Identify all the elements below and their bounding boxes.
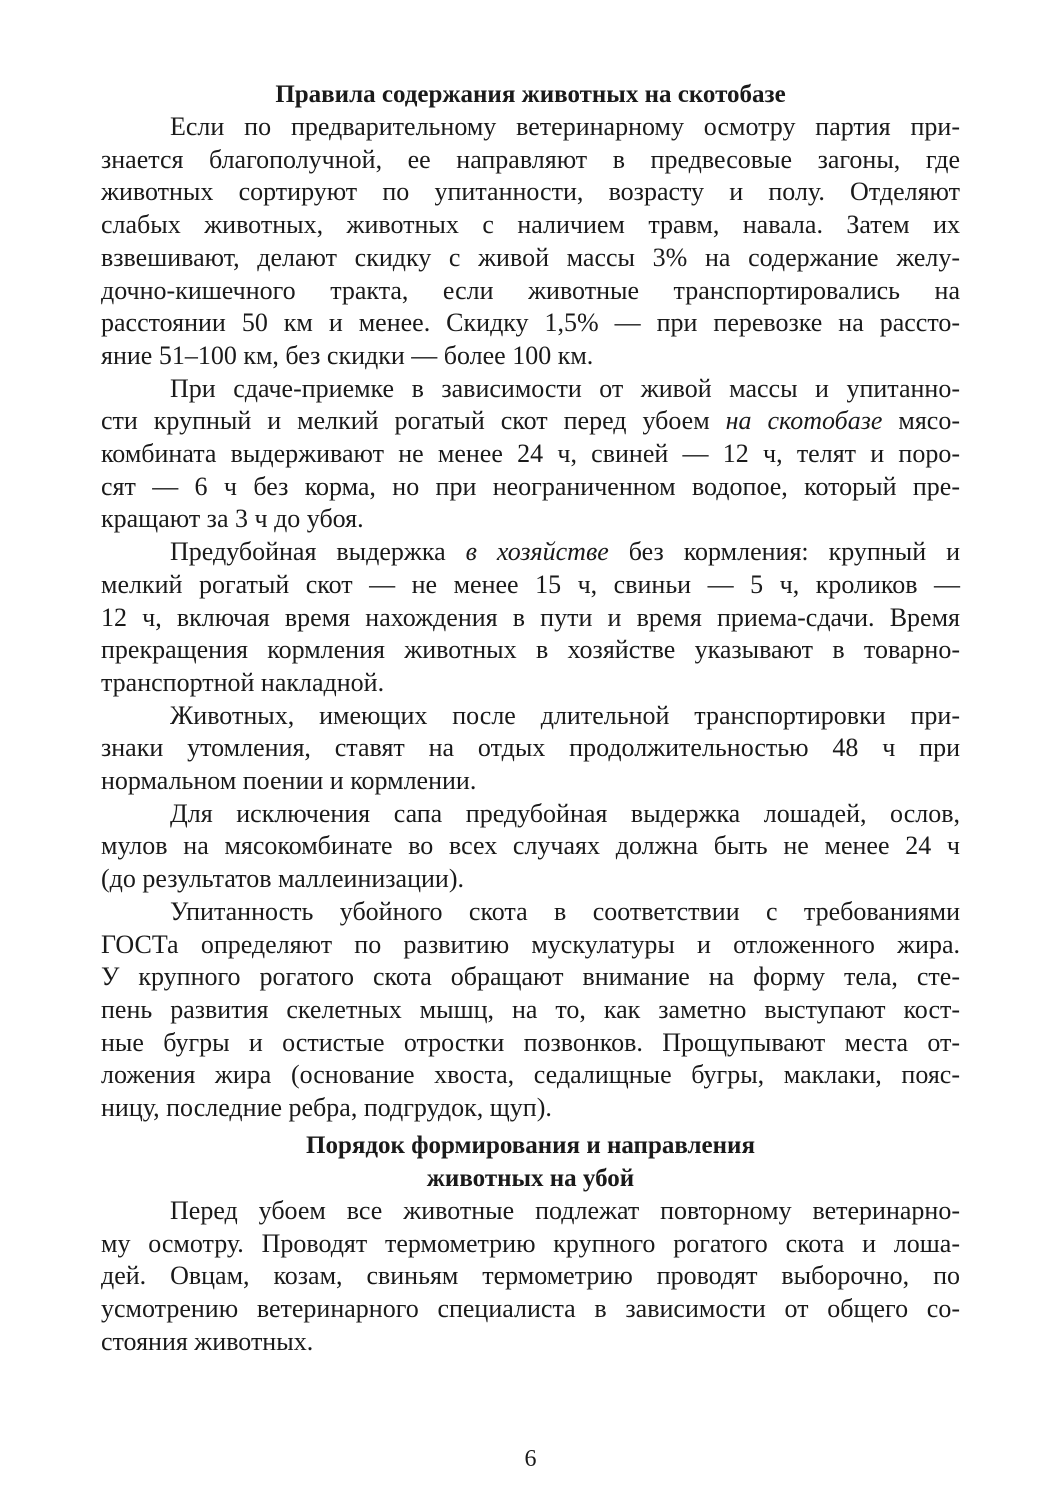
text-segment: мясо- (898, 406, 960, 436)
text-line: Упитанность убойного скота в соответствии с требованиями (170, 896, 960, 926)
text-line: При сдаче-приемке в зависимости от живой массы и упитанно- (170, 373, 960, 403)
text-line: усмотрению ветеринарного специалиста в зависимости от общего со- (101, 1293, 960, 1323)
paragraph-7 (101, 1195, 960, 1359)
paragraph-4 (101, 700, 960, 798)
text-line (101, 405, 960, 438)
text-line: животных сортируют по упитанности, возрасту и полу. Отделяют (101, 177, 960, 207)
text-line: ложения жира (основание хвоста, седалищные бугры, маклаки, пояс- (101, 1060, 960, 1090)
text-line: знается благополучной, ее направляют в предвесовые загоны, где (101, 144, 960, 174)
text-line: транспортной накладной. (101, 667, 385, 697)
text-line: Животных, имеющих после длительной транспортировки при- (170, 700, 960, 730)
text-line (101, 536, 960, 569)
text-line: ГОСТа определяют по развитию мускулатуры и отложенного жира. (101, 929, 960, 959)
page-number: 6 (524, 1446, 537, 1472)
paragraph-6 (101, 896, 960, 1125)
section-heading-livestock-rules: Правила содержания животных на скотобазе (275, 81, 786, 108)
text-line: (до результатов маллеинизации). (101, 864, 464, 894)
emphasis-text: в хозяйстве (465, 537, 609, 567)
text-line: Если по предварительному ветеринарному осмотру партия при- (170, 112, 960, 141)
text-line: знаки утомления, ставят на отдых продолжительностью 48 ч при (101, 733, 960, 763)
heading-line: животных на убой (426, 1164, 635, 1192)
text-line: пень развития скелетных мышц, на то, как заметно выступают кост- (101, 994, 960, 1024)
text-line: дочно-кишечного тракта, если животные транспортировались на (101, 275, 960, 305)
text-line: слабых животных, животных с наличием травм, навала. Затем их (101, 210, 960, 240)
paragraph-3 (101, 536, 960, 700)
text-line: 12 ч, включая время нахождения в пути и время приема-сдачи. Время (101, 602, 960, 632)
paragraph-5 (101, 798, 960, 896)
text-line: мелкий рогатый скот — не менее 15 ч, свиньи — 5 ч, кроликов — (101, 569, 960, 599)
text-line: яние 51–100 км, без скидки — более 100 км. (101, 340, 594, 370)
text-line: Для исключения сапа предубойная выдержка лошадей, ослов, (170, 798, 960, 828)
heading-line: Порядок формирования и направления (306, 1131, 755, 1159)
text-segment: Предубойная выдержка (170, 537, 446, 567)
text-line: кращают за 3 ч до убоя. (101, 504, 364, 534)
text-line: нормальном поении и кормлении. (101, 766, 477, 796)
text-line: прекращения кормления животных в хозяйстве указывают в товарно- (101, 635, 960, 665)
paragraph-2 (101, 373, 960, 537)
paragraph-1 (101, 111, 960, 373)
emphasis-text: на скотобазе (725, 406, 883, 436)
text-segment: сти крупный и мелкий рогатый скот перед убоем (101, 406, 710, 436)
text-line: му осмотру. Проводят термометрию крупного рогатого скота и лоша- (101, 1228, 960, 1258)
text-line: дей. Овцам, козам, свиньям термометрию проводят выборочно, по (101, 1261, 960, 1291)
text-line: У крупного рогатого скота обращают внимание на форму тела, сте- (101, 962, 960, 992)
text-line: ницу, последние ребра, подгрудок, щуп). (101, 1093, 552, 1123)
text-line: взвешивают, делают скидку с живой массы 3% на содержание желу- (101, 242, 960, 272)
page-content (101, 78, 960, 1358)
text-line: стояния животных. (101, 1326, 314, 1356)
section-heading-slaughter-order (101, 1129, 960, 1195)
text-line: расстоянии 50 км и менее. Скидку 1,5% — при перевозке на рассто- (101, 308, 960, 338)
text-line: мулов на мясокомбинате во всех случаях должна быть не менее 24 ч (101, 831, 960, 861)
text-line: Перед убоем все животные подлежат повторному ветеринарно- (170, 1195, 960, 1225)
text-line: комбината выдерживают не менее 24 ч, свиней — 12 ч, телят и поро- (101, 439, 960, 469)
text-line: сят — 6 ч без корма, но при неограниченном водопое, который пре- (101, 471, 960, 501)
text-segment: без кормления: крупный и (628, 537, 960, 567)
text-line: ные бугры и остистые отростки позвонков. Прощупывают места от- (101, 1027, 960, 1057)
